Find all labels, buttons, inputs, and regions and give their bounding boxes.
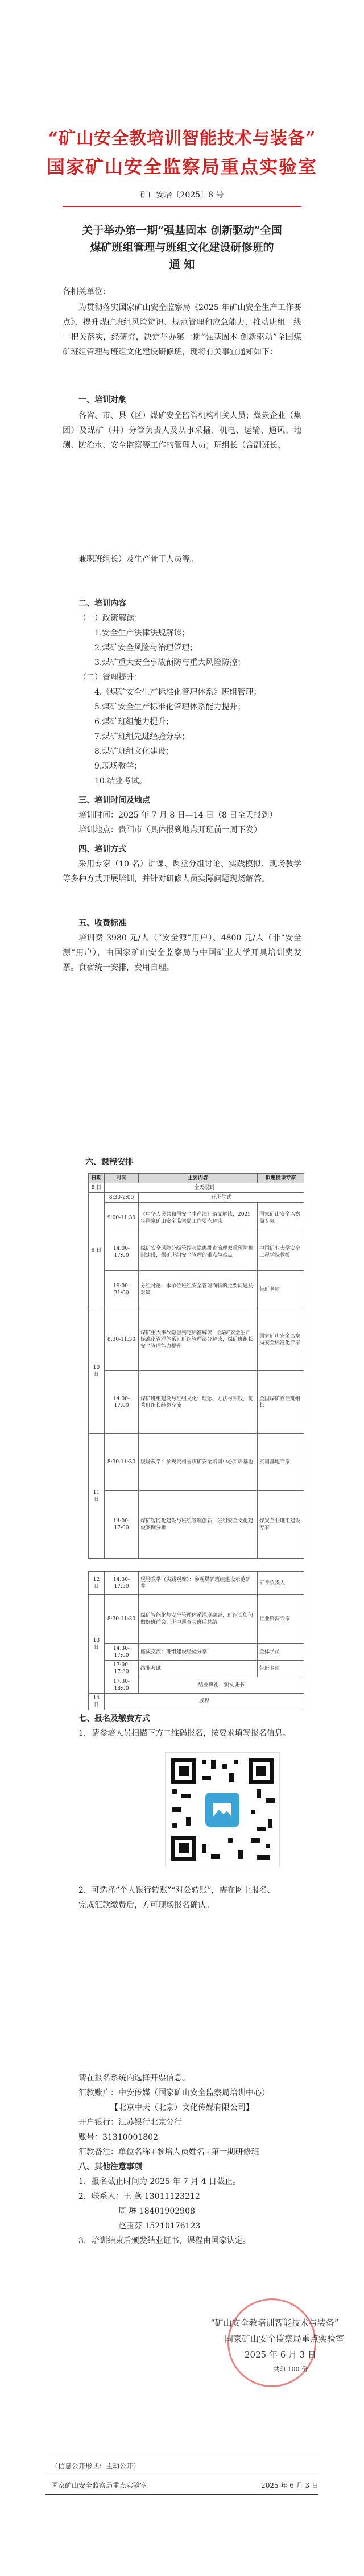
section-1-heading: 一、培训对象: [78, 395, 126, 404]
header-red-rule: [63, 206, 301, 207]
contact-2: 周 琳 18401902908: [118, 2207, 195, 2216]
section-8-heading: 2．可选择“个人银行转账”“对公转账”，需在网上报名、: [78, 1886, 275, 1895]
training-time: 培训时间：2025 年 7 月 8 日—14 日（8 日全天报到）: [78, 811, 278, 820]
section-7-heading: 七、报名及缴费方式: [78, 1714, 150, 1723]
payment-note: 完成汇款缴费后，方可现场报名确认。: [78, 1901, 214, 1910]
org-name-primary: “矿山安全教培训智能技术与装备”: [48, 129, 316, 148]
account-number: 账号：31310001802: [78, 2133, 158, 2142]
section-2-heading: 二、培训内容: [78, 599, 126, 608]
table-row: 19:00-21:00 分组讨论：本单位班组安全管理面临的主要问题及对策 带班老师: [89, 1271, 304, 1308]
schedule-table-2: [88, 1571, 304, 1710]
table-row: 14:30-17:00 座谈交流：班组建设经验分享 全体学员: [89, 1644, 304, 1661]
section-3-heading: 三、培训时间及地点: [78, 796, 150, 805]
section-1-text-cont: 兼职班组长）及生产骨干人员等。: [78, 555, 198, 564]
section-5-heading: 五、收费标准: [78, 919, 126, 928]
signature-org-1: “矿山安全教培训智能技术与装备”: [210, 2318, 339, 2328]
signature-date: 2025 年 6 月 3 日: [245, 2350, 317, 2360]
table-row: 9 日 8:30-9:00 开班仪式: [89, 1193, 304, 1203]
table-row: 12 日 14:30-17:30 现场教学（实践观摩）：参观煤矿班组建设示范矿井 矿井负责人: [89, 1572, 304, 1595]
training-location: 培训地点：贵阳市（具体报到地点开班前一周下发）: [78, 825, 262, 835]
payment-memo: 汇款备注：单位名称+参培人员姓名+第一期研修班: [78, 2148, 259, 2157]
col-date: 日期: [89, 1174, 105, 1183]
account-name-cont: 【北京中天（北京）文化传媒有限公司】: [110, 2103, 254, 2112]
table-row: 11 日 8:30-11:30 现场教学：参观贵州省煤矿安全培训中心实训基地 实训基地专家: [89, 1434, 304, 1491]
topic-10: 10.结业考试。: [94, 777, 147, 786]
issue-date: 2025 年 6 月 3 日: [261, 2482, 318, 2490]
table-row: 10 日 8:30-11:30 煤矿重大事故隐患判定标准解读，《煤矿安全生产标准化管理体系》班组管理部分解读，煤矿班组长安全管理能力提升 国家矿山安全监察局安全标准化专家: [89, 1308, 304, 1371]
contact-3: 赵玉芬 15210176123: [118, 2222, 201, 2231]
payment-note-cont: 请在报名系统内选择开票信息。: [78, 2074, 190, 2083]
table-row: 14:00-17:00 煤矿班组建设与班组文化：理念、方法与实践，优秀班组长经验交流 全国煤矿百佳班组长: [89, 1371, 304, 1434]
intro-paragraph: 为贯彻落实国家矿山安全监察局《2025 年矿山安全生产工作要点》，提升煤矿班组风险辨识、规范管理和应急能力，推动班组一线一把关落实，经研究，决定举办第一期“强基固本 创新驱动”全国煤矿班组管理与班组文化建设研修班，现将有关事宜通知如下：: [63, 303, 301, 357]
contact-1: 2．联系人：王 燕 13011123212: [78, 2192, 200, 2201]
table-row: 17:00-17:30 结业考试 带班老师: [89, 1661, 304, 1677]
table-row: 9:00-11:30 《中华人民共和国安全生产法》条文解读，2025 年国家矿山安全监察局工作要点解读 国家矿山安全监察局专家: [89, 1203, 304, 1233]
signature-org-2: 国家矿山安全监察局重点实验室: [225, 2334, 345, 2344]
document-number: 矿山安培〔2025〕8 号: [140, 191, 224, 200]
topic-2: 2.煤矿安全风险与治理管理；: [94, 643, 198, 653]
qr-code-icon: [166, 1753, 279, 1867]
section-4-text: 采用专家（10 名）讲课、课堂分组讨论、实践模拟、现场教学等多种方式开展培训，并针对研修人员实际问题现场解答。: [63, 860, 301, 884]
notice-title-line3: 通 知: [169, 258, 195, 271]
registration-qr-instruction: 1．请参培人员扫描下方二维码报名，按要求填写报名信息。: [78, 1729, 291, 1738]
table-row: 17:30-18:00 结业典礼、颁发证书: [89, 1677, 304, 1694]
topic-1: 1.安全生产法律法规解读；: [94, 629, 190, 638]
section-5-text: 培训费 3980 元/人（“安全源”用户）、4800 元/人（非“安全源”用户），由国家矿山安全监察局与中国矿业大学开具培训费发票。食宿统一安排，费用自理。: [63, 934, 301, 972]
part-2-heading: （二）管理提升：: [78, 673, 142, 682]
topic-8: 8.煤矿班组文化建设；: [94, 747, 174, 756]
topic-4: 4.《煤矿安全生产标准化管理体系》班组管理；: [94, 688, 262, 697]
org-name-secondary: 国家矿山安全监察局重点实验室: [46, 156, 317, 177]
topic-5: 5.煤矿安全生产标准化管理体系能力提升；: [94, 703, 246, 712]
table-header-row: [89, 1174, 304, 1183]
section-9-heading: 八、其他注意事项: [78, 2162, 142, 2172]
table-row: 14:00-17:00 煤矿安全风险分级管控与隐患排查治理双重预防机制建设，煤矿班组安全管理的重点与难点 中国矿业大学安全工程学院教授: [89, 1233, 304, 1271]
topic-9: 9.现场教学；: [94, 762, 142, 771]
schedule-table-1: [88, 1173, 304, 1559]
table-row: 14 日 返程: [89, 1694, 304, 1710]
col-speaker: 拟邀授课专家: [258, 1174, 304, 1183]
part-1-heading: （一）政策解读：: [78, 614, 142, 623]
topic-6: 6.煤矿班组能力提升；: [94, 717, 174, 726]
account-bank: 开户银行：江苏银行北京分行: [78, 2118, 182, 2127]
topic-3: 3.煤矿重大安全事故预防与重大风险防控；: [94, 658, 246, 667]
col-content: 主要内容: [139, 1174, 258, 1183]
topic-7: 7.煤矿班组先进经验分享；: [94, 732, 190, 741]
registration-qr-code[interactable]: [165, 1752, 280, 1867]
section-1-text: 各省、市、县（区）煤矿安全监管机构相关人员；煤炭企业（集团）及煤矿（井）分管负责人及从事采掘、机电、运输、通风、地测、防治水、安全监察等工作的管理人员；班组长（含副班长、: [63, 411, 301, 450]
copy-count: 共印 100 份: [273, 2366, 308, 2373]
table-row: 14:00-17:00 煤矿智能化建设与班组管理创新，班组安全文化建设案例分析 煤炭企业班组建设专家: [89, 1491, 304, 1559]
notice-title-line1: 关于举办第一期“强基固本 创新驱动”全国: [82, 224, 282, 237]
disclosure-label: （信息公开形式：主动公开）: [51, 2462, 140, 2470]
footer-rule-bottom: [46, 2494, 318, 2495]
deadline: 1．报名截止时间为 2025 年 7 月 4 日截止。: [78, 2177, 241, 2186]
table-row: 8 日 全天报到: [89, 1183, 304, 1193]
account-name: 汇款账户：中安传媒（国家矿山安全监察局培训中心）: [78, 2088, 270, 2098]
section-4-heading: 四、培训方式: [78, 845, 126, 854]
notice-title-line2: 煤矿班组管理与班组文化建设研修班的: [90, 241, 274, 254]
salutation: 各相关单位：: [63, 287, 110, 296]
col-time: 时间: [105, 1174, 139, 1183]
certificate-note: 3．培训结束后颁发结业证书，课程由国家认定。: [78, 2236, 251, 2245]
section-6-heading: 六、课程安排: [85, 1158, 133, 1167]
table-row: 13 日 8:30-11:30 煤矿智能化与安全管理体系深度融合，班组长如何做好班前会、班中巡查与班后总结 行业资深专家: [89, 1595, 304, 1644]
issuing-office: 国家矿山安全监察局重点实验室: [51, 2482, 147, 2490]
